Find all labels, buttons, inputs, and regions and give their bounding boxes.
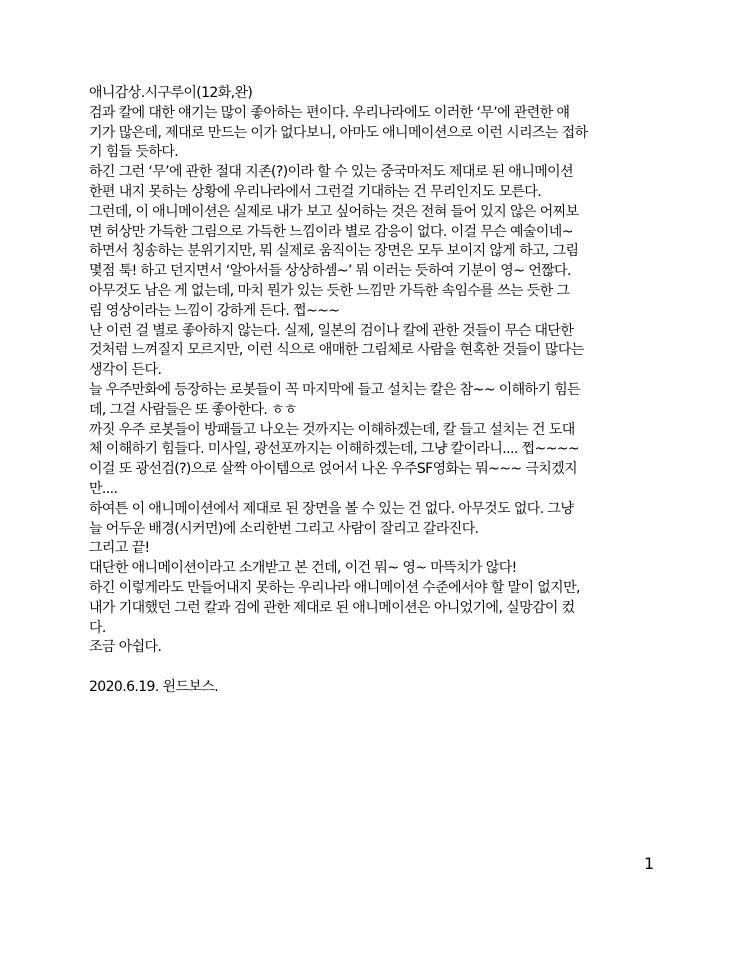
text-line: 하긴 이렇게라도 만들어내지 못하는 우리나라 애니메이션 수준에서야 할 말이 없지만, [89, 579, 580, 596]
text-line: 만.... [89, 480, 118, 497]
text-line: 까짓 우주 로봇들이 방패들고 나오는 것까지는 이해하겠는데, 칼 들고 설치는 건 도대 [89, 421, 575, 438]
text-line: 몇점 툭! 하고 던지면서 ‘알아서들 상상하셈~’ 뭐 이러는 듯하여 기분이 영~ 언짢다. [89, 263, 571, 280]
text-line: 아무것도 남은 게 없는데, 마치 뭔가 있는 듯한 느낌만 가득한 속임수를 쓰는 듯한 그 [89, 282, 570, 299]
document-body [89, 84, 659, 698]
text-line: 늘 어두운 배경(시커먼)에 소리한번 그리고 사람이 잘리고 갈라진다. [89, 520, 479, 537]
text-line: 데, 그걸 사람들은 또 좋아한다. ㅎㅎ [89, 401, 297, 418]
text-line: 이걸 또 광선검(?)으로 살짝 아이템으로 얹어서 나온 우주SF영화는 뭐~~~ 극치겠지 [89, 461, 578, 478]
text-line: 기가 많은데, 제대로 만드는 이가 없다보니, 아마도 애니메이션으로 이런 시리즈는 접하 [89, 124, 588, 141]
document-title: 애니감상.시구루이(12화,완) [89, 85, 253, 101]
text-line: 대단한 애니메이션이라고 소개받고 본 건데, 이건 뭐~ 영~ 마뜩치가 않다! [89, 560, 517, 577]
text-line: 하긴 그런 ‘무’에 관한 절대 지존(?)이라 할 수 있는 중국마저도 제대로 된 애니메이션 [89, 164, 574, 181]
signature-date: 2020.6.19. 윈드보스. [89, 678, 219, 695]
text-line: 하면서 칭송하는 분위기지만, 뭐 실제로 움직이는 장면은 모두 보이지 않게 하고, 그림 [89, 243, 579, 260]
text-line: 하여튼 이 애니메이션에서 제대로 된 장면을 볼 수 있는 건 없다. 아무것도 없다. 그냥 [89, 500, 574, 517]
page-number: 1 [644, 854, 655, 873]
text-line: 림 영상이라는 느낌이 강하게 든다. 쩝~~~ [89, 302, 340, 319]
text-line: 그런데, 이 애니메이션은 실제로 내가 보고 싶어하는 것은 전혀 들어 있지 않은 어찌보 [89, 203, 579, 220]
text-line: 늘 우주만화에 등장하는 로봇들이 꼭 마지막에 들고 설치는 칼은 참~~ 이해하기 힘든 [89, 381, 581, 398]
text-line: 내가 기대했던 그런 칼과 검에 관한 제대로 된 애니메이션은 아니었기에, 실망감이 컸 [89, 599, 575, 616]
text-line: 조금 아쉽다. [89, 639, 162, 656]
text-line: 그리고 끝! [89, 540, 150, 557]
text-line: 면 허상만 가득한 그림으로 가득한 느낌이라 별로 감응이 없다. 이걸 무슨 예술이네~ [89, 223, 573, 240]
text-line: 기 힘들 듯하다. [89, 144, 179, 161]
text-line: 체 이해하기 힘들다. 미사일, 광선포까지는 이해하겠는데, 그냥 칼이라니.... 쩝~~~~ [89, 441, 579, 458]
text-line: 다. [89, 619, 106, 636]
text-line: 검과 칼에 대한 얘기는 많이 좋아하는 편이다. 우리나라에도 이러한 ‘무’에 관련한 얘 [89, 104, 570, 121]
text-line: 생각이 든다. [89, 362, 162, 379]
text-line: 난 이런 걸 별로 좋아하지 않는다. 실제, 일본의 검이나 칼에 관한 것들이 무슨 대단한 [89, 322, 574, 339]
blank-line [89, 658, 659, 678]
text-line: 것처럼 느껴질지 모르지만, 이런 식으로 애매한 그림체로 사람을 현혹한 것들이 많다는 [89, 342, 584, 359]
text-line: 한편 내지 못하는 상황에 우리나라에서 그런걸 기대하는 건 무리인지도 모른다. [89, 183, 542, 200]
